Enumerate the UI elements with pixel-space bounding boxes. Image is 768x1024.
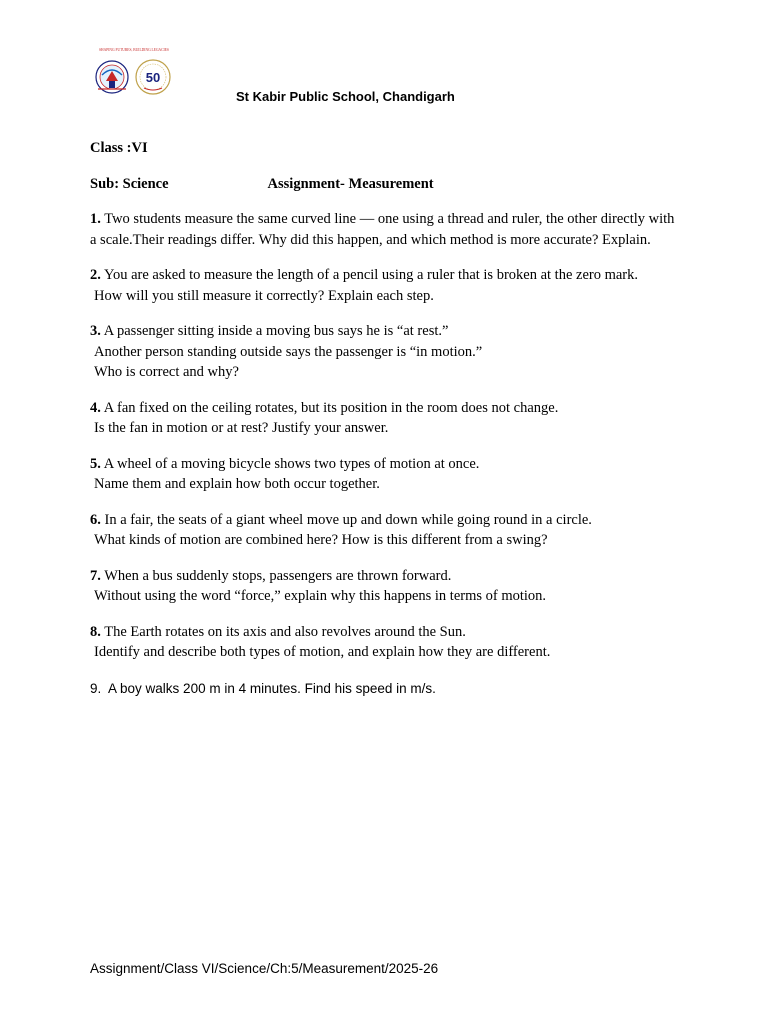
question-list bbox=[90, 209, 680, 699]
question-text: The Earth rotates on its axis and also revolves around the Sun. bbox=[100, 623, 466, 640]
question-text: A wheel of a moving bicycle shows two types of motion at once. bbox=[100, 455, 480, 472]
question-1 bbox=[90, 209, 680, 250]
question-number: 6. bbox=[90, 511, 101, 528]
question-text: You are asked to measure the length of a pencil using a ruler that is broken at the zero mark. bbox=[100, 267, 639, 283]
question-text: What kinds of motion are combined here? How is this different from a swing? bbox=[94, 532, 548, 548]
question-number: 2. bbox=[90, 267, 101, 283]
subject-line bbox=[90, 174, 680, 195]
question-text: Without using the word “force,” explain why this happens in terms of motion. bbox=[94, 588, 547, 604]
question-7 bbox=[90, 566, 680, 607]
question-number: 8. bbox=[90, 623, 101, 640]
assignment-title: Assignment- Measurement bbox=[267, 175, 434, 192]
footer-reference: Assignment/Class VI/Science/Ch:5/Measurement/2025-26 bbox=[90, 961, 439, 976]
question-6 bbox=[90, 510, 680, 551]
school-name: St Kabir Public School, Chandigarh bbox=[236, 89, 455, 104]
question-2 bbox=[90, 265, 680, 306]
question-text: Name them and explain how both occur together. bbox=[94, 476, 380, 492]
question-5 bbox=[90, 454, 680, 495]
question-9 bbox=[90, 679, 680, 700]
question-number: 9. bbox=[90, 680, 102, 696]
logo-tagline: SHAPING FUTURES, BUILDING LEGACIES bbox=[99, 48, 169, 52]
question-text: How will you still measure it correctly? Explain each step. bbox=[94, 287, 434, 304]
question-text: Identify and describe both types of motion, and explain how they are different. bbox=[94, 644, 551, 660]
question-8 bbox=[90, 622, 680, 663]
question-4 bbox=[90, 398, 680, 439]
class-label: Class :VI bbox=[90, 140, 148, 156]
question-number: 5. bbox=[90, 455, 101, 472]
document-body bbox=[90, 138, 680, 714]
question-text: When a bus suddenly stops, passengers are thrown forward. bbox=[100, 567, 452, 584]
question-text: A boy walks 200 m in 4 minutes. Find his speed in m/s. bbox=[101, 680, 436, 696]
logo-badge-number: 50 bbox=[145, 70, 161, 85]
school-logo bbox=[92, 45, 176, 101]
subject-label: Sub: Science bbox=[90, 175, 169, 192]
question-number: 4. bbox=[90, 399, 101, 416]
question-text: Another person standing outside says the passenger is “in motion.” bbox=[94, 343, 483, 360]
question-3 bbox=[90, 321, 680, 383]
question-number: 3. bbox=[90, 323, 101, 339]
question-text: Is the fan in motion or at rest? Justify your answer. bbox=[94, 420, 389, 436]
question-text: Who is correct and why? bbox=[94, 364, 239, 380]
question-text: A passenger sitting inside a moving bus says he is “at rest.” bbox=[100, 323, 449, 339]
question-number: 7. bbox=[90, 567, 101, 584]
question-text: Two students measure the same curved line — one using a thread and ruler, the other directly with a scale.Their readings differ. Why did this happen, and which method is more accurate? Explain. bbox=[90, 211, 679, 248]
question-text: In a fair, the seats of a giant wheel move up and down while going round in a circle. bbox=[100, 511, 592, 528]
question-text: A fan fixed on the ceiling rotates, but its position in the room does not change. bbox=[100, 399, 559, 416]
question-number: 1. bbox=[90, 211, 101, 227]
